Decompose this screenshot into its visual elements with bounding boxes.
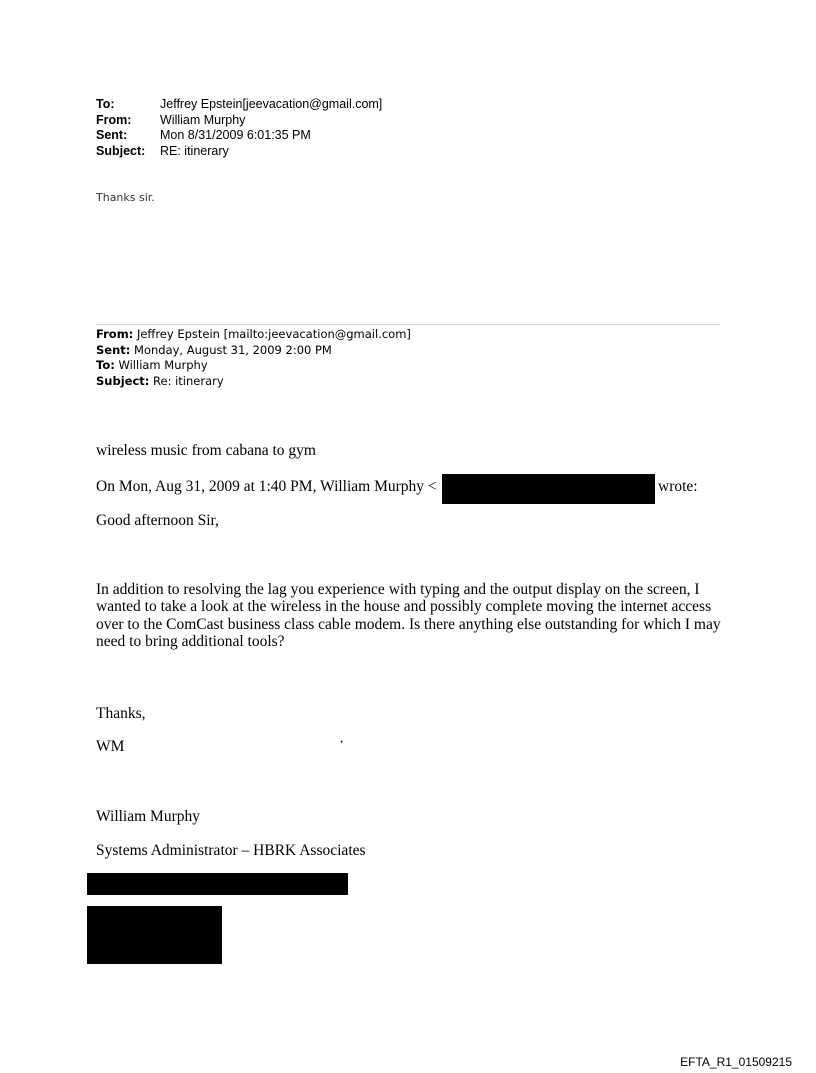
on-date-prefix: On Mon, Aug 31, 2009 at 1:40 PM, William Murphy < (96, 478, 437, 495)
from-label: From: (96, 112, 132, 127)
redaction-signature-block (87, 906, 222, 964)
quoted-from-label: From: (96, 327, 134, 341)
quoted-from-row (96, 327, 411, 343)
body-paragraph: In addition to resolving the lag you experience with typing and the output display on the screen, I wanted to take a look at the wireless in the house and possibly complete moving the internet access over to the ComCast business class cable modem. Is there anything else outstanding for which I may need to bring additional tools? (96, 581, 721, 650)
body-line-wireless: wireless music from cabana to gym (96, 442, 316, 459)
thanks-closing: Thanks, (96, 705, 146, 722)
document-id: EFTA_R1_01509215 (680, 1055, 792, 1069)
to-label: To: (96, 97, 115, 111)
quote-divider (96, 324, 720, 325)
quoted-subject-value: Re: itinerary (153, 373, 224, 388)
greeting: Good afternoon Sir, (96, 512, 219, 529)
quoted-sent-label: Sent: (96, 342, 131, 357)
signature-title: Systems Administrator – HBRK Associates (96, 842, 366, 859)
subject-label: Subject: (96, 143, 146, 158)
quoted-sent-value: Monday, August 31, 2009 2:00 PM (134, 342, 332, 357)
quoted-to-row (96, 358, 411, 374)
quoted-header (96, 327, 411, 389)
quoted-sent-row (96, 343, 411, 359)
redaction-signature-line (87, 873, 348, 895)
header-sent-row (96, 128, 382, 144)
quoted-from-value: Jeffrey Epstein [mailto:jeevacation@gmail.com] (136, 327, 411, 341)
quoted-to-value: William Murphy (118, 358, 208, 372)
signature-name: William Murphy (96, 808, 200, 825)
stray-dot: · (339, 734, 345, 751)
email-header (96, 97, 382, 159)
sent-label: Sent: (96, 128, 128, 142)
sent-value: Mon 8/31/2009 6:01:35 PM (160, 128, 311, 142)
on-date-suffix: wrote: (658, 478, 698, 495)
quoted-subject-label: Subject: (96, 373, 150, 388)
initials: WM (96, 738, 125, 755)
to-value: Jeffrey Epstein[jeevacation@gmail.com] (160, 97, 383, 111)
redaction-email (442, 474, 655, 504)
header-subject-row (96, 144, 382, 160)
header-to-row (96, 97, 382, 113)
from-value: William Murphy (160, 112, 246, 127)
quoted-to-label: To: (96, 358, 115, 372)
reply-text: Thanks sir. (96, 191, 155, 204)
subject-value: RE: itinerary (160, 143, 229, 158)
header-from-row (96, 113, 382, 129)
quoted-subject-row (96, 374, 411, 390)
